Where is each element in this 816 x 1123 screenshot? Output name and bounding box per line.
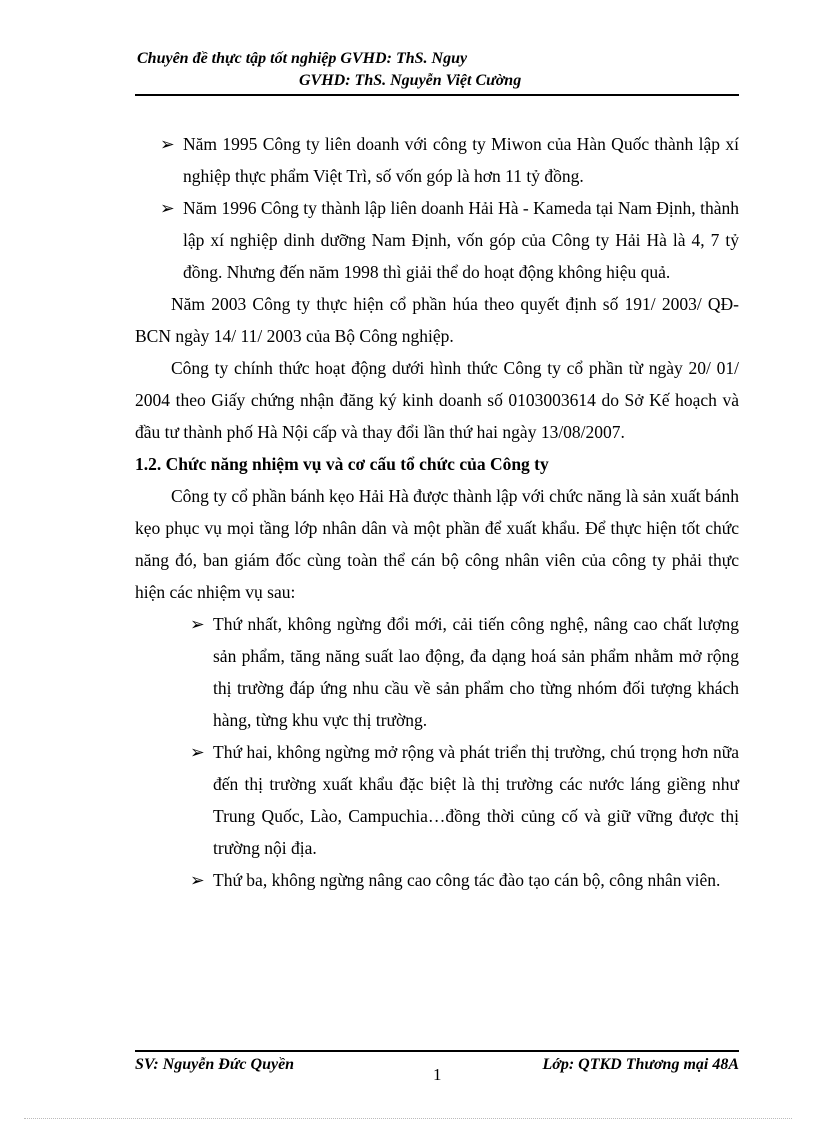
arrow-bullet-icon: ➢ xyxy=(190,742,205,762)
page-footer xyxy=(135,1056,739,1086)
list-item xyxy=(135,128,739,192)
list-item xyxy=(135,192,739,288)
list-item xyxy=(135,864,739,896)
arrow-bullet-icon: ➢ xyxy=(190,870,205,890)
arrow-bullet-icon: ➢ xyxy=(160,134,175,154)
task-text: Thứ ba, không ngừng nâng cao công tác đào tạo cán bộ, công nhân viên. xyxy=(213,870,721,890)
task-text: Thứ nhất, không ngừng đổi mới, cải tiến công nghệ, nâng cao chất lượng sản phẩm, tăng năng suất lao động, đa dạng hoá sản phẩm nhằm mở rộng thị trường đáp ứng nhu cầu về sản phẩm cho từng nhóm đối tượng khách hàng, từng khu vực thị trường. xyxy=(213,614,739,730)
paragraph: Năm 2003 Công ty thực hiện cổ phần húa theo quyết định số 191/ 2003/ QĐ-BCN ngày 14/ 11/ 2003 của Bộ Công nghiệp. xyxy=(135,294,739,346)
page-number: 1 xyxy=(433,1065,442,1084)
header-line-2: GVHD: ThS. Nguyễn Việt Cường xyxy=(299,72,522,89)
section-intro: Công ty cổ phần bánh kẹo Hải Hà được thành lập với chức năng là sản xuất bánh kẹo phục vụ mọi tầng lớp nhân dân và một phần để xuất khẩu. Để thực hiện tốt chức năng đó, ban giám đốc cùng toàn thể cán bộ công nhân viên của công ty phải thực hiện các nhiệm vụ sau: xyxy=(135,486,739,602)
section-heading: 1.2. Chức năng nhiệm vụ và cơ cấu tổ chức của Công ty xyxy=(135,454,549,474)
arrow-bullet-icon: ➢ xyxy=(160,198,175,218)
page-header xyxy=(135,48,739,92)
paragraph: Công ty chính thức hoạt động dưới hình thức Công ty cổ phần từ ngày 20/ 01/ 2004 theo Giấy chứng nhận đăng ký kinh doanh số 0103003614 do Sở Kế hoạch và đầu tư thành phố Hà Nội cấp và thay đổi lần thứ hai ngày 13/08/2007. xyxy=(135,358,739,442)
footer-class: Lớp: QTKD Thương mại 48A xyxy=(542,1056,739,1073)
header-line-1: Chuyên đề thực tập tốt nghiệp GVHD: ThS. Nguy xyxy=(137,50,468,67)
page-edge-divider xyxy=(24,1118,792,1119)
arrow-bullet-icon: ➢ xyxy=(190,614,205,634)
footer-rule xyxy=(135,1050,739,1052)
bullet-text: Năm 1996 Công ty thành lập liên doanh Hải Hà - Kameda tại Nam Định, thành lập xí nghiệp dinh dưỡng Nam Định, vốn góp của Công ty Hải Hà là 4, 7 tỷ đồng. Nhưng đến năm 1998 thì giải thể do hoạt động không hiệu quả. xyxy=(183,198,739,282)
list-item xyxy=(135,608,739,736)
document-body xyxy=(135,128,739,896)
list-item xyxy=(135,736,739,864)
header-rule xyxy=(135,94,739,96)
task-text: Thứ hai, không ngừng mở rộng và phát triển thị trường, chú trọng hơn nữa đến thị trường xuất khẩu đặc biệt là thị trường các nước láng giềng như Trung Quốc, Lào, Campuchia…đồng thời củng cố và giữ vững được thị trường nội địa. xyxy=(213,742,739,858)
bullet-text: Năm 1995 Công ty liên doanh với công ty Miwon của Hàn Quốc thành lập xí nghiệp thực phẩm Việt Trì, số vốn góp là hơn 11 tỷ đồng. xyxy=(183,134,739,186)
footer-student: SV: Nguyễn Đức Quyền xyxy=(135,1056,295,1073)
